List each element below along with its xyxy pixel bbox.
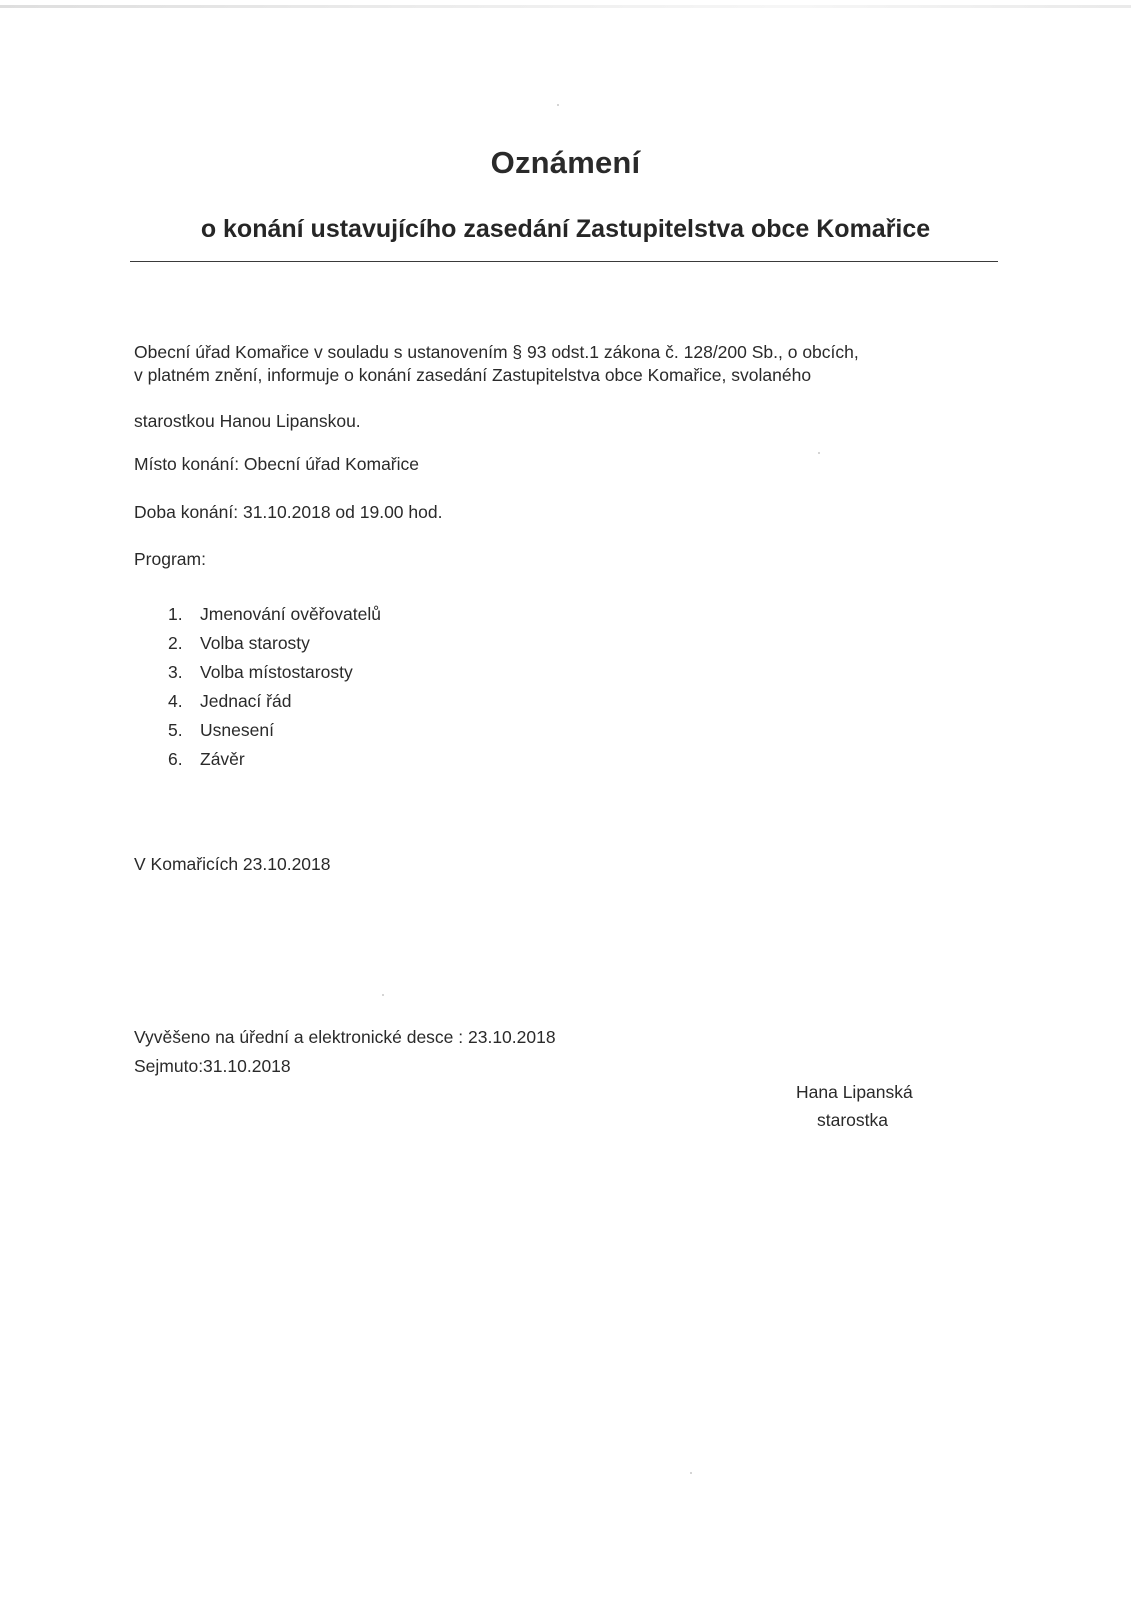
intro-line-3: starostkou Hanou Lipanskou. [134, 411, 361, 431]
document-title: Oznámení [490, 145, 641, 180]
scan-speck [690, 1472, 692, 1474]
intro-line-1: Obecní úřad Komařice v souladu s ustanovením § 93 odst.1 zákona č. 128/200 Sb., o obcích, [134, 342, 859, 362]
program-item [168, 718, 381, 747]
program-item-number: 1. [168, 604, 183, 624]
program-item [168, 631, 381, 660]
place-and-date: V Komařicích 23.10.2018 [134, 854, 331, 874]
program-item-text: Jmenování ověřovatelů [200, 604, 381, 624]
program-item [168, 660, 381, 689]
program-item-number: 6. [168, 749, 183, 769]
intro-line-2: v platném znění, informuje o konání zasedání Zastupitelstva obce Komařice, svolaného [134, 365, 812, 385]
program-item-text: Jednací řád [200, 691, 292, 711]
program-item-number: 3. [168, 662, 183, 682]
removed-notice: Sejmuto:31.10.2018 [134, 1056, 291, 1076]
program-list [168, 602, 381, 776]
signer-role: starostka [817, 1110, 888, 1130]
program-item-text: Usnesení [200, 720, 274, 740]
title-divider [130, 261, 998, 262]
program-item-number: 2. [168, 633, 183, 653]
program-label: Program: [134, 549, 206, 569]
program-item-number: 4. [168, 691, 183, 711]
scan-speck [818, 452, 820, 454]
signer-name: Hana Lipanská [796, 1082, 913, 1102]
meeting-time: Doba konání: 31.10.2018 od 19.00 hod. [134, 502, 443, 522]
document-subtitle: o konání ustavujícího zasedání Zastupitelstva obce Komařice [200, 215, 931, 243]
scan-edge [0, 5, 1131, 8]
program-item [168, 689, 381, 718]
meeting-place: Místo konání: Obecní úřad Komařice [134, 454, 419, 474]
program-item [168, 747, 381, 776]
program-item [168, 602, 381, 631]
program-item-text: Závěr [200, 749, 245, 769]
program-item-text: Volba starosty [200, 633, 310, 653]
scan-speck [382, 994, 384, 996]
posted-notice: Vyvěšeno na úřední a elektronické desce : 23.10.2018 [134, 1027, 556, 1047]
scan-speck [557, 104, 559, 106]
program-item-number: 5. [168, 720, 183, 740]
program-item-text: Volba místostarosty [200, 662, 353, 682]
